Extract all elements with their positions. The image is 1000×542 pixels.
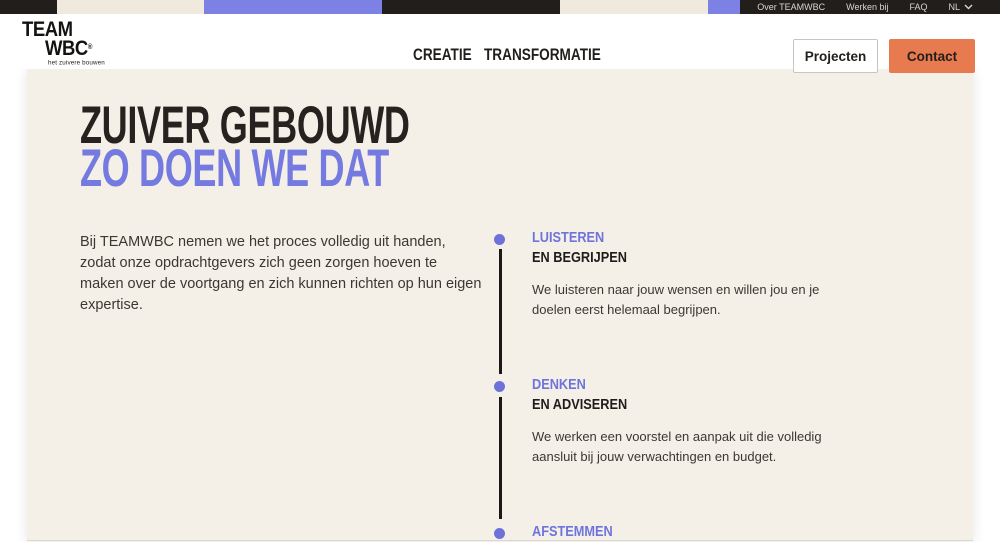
topbar-segment-purple [708, 0, 740, 14]
hero-title-line2: ZO DOEN WE DAT [80, 139, 389, 198]
site-header [0, 14, 1000, 69]
timeline-step-afstemmen [532, 522, 852, 542]
timeline-dot-3 [494, 528, 505, 539]
timeline-connector-2 [499, 397, 502, 519]
logo-text-team: TEAM [22, 18, 73, 41]
topbar-links [740, 0, 1000, 14]
language-label: NL [948, 2, 960, 12]
topbar-link-faq[interactable]: FAQ [909, 2, 928, 12]
teamwbc-logo[interactable] [22, 20, 121, 68]
topbar-segment-dark [0, 0, 57, 14]
topbar-segment-purple [204, 0, 382, 14]
timeline-step-denken [532, 375, 852, 466]
hero-title-line1: ZUIVER GEBOUWD [80, 96, 410, 155]
logo-tagline: het zuivere bouwen [48, 59, 105, 67]
registered-mark: ® [87, 44, 92, 51]
timeline-dot-2 [494, 381, 505, 392]
timeline-step-luisteren [532, 228, 852, 319]
timeline-dot-1 [494, 234, 505, 245]
topbar-segment-cream [57, 0, 204, 14]
chevron-down-icon [964, 4, 973, 10]
logo-text-wbc: WBC® [45, 37, 92, 60]
step-title-line1: LUISTEREN [532, 229, 605, 246]
step-title-line2: EN ADVISEREN [532, 395, 628, 413]
step-title-line2: EN BEGRIJPEN [532, 248, 627, 266]
contact-button[interactable]: Contact [889, 39, 975, 73]
step-body: We werken een voorstel en aanpak uit die volledig aansluit bij jouw verwachtingen en budget. [532, 429, 822, 464]
step-title-line1: DENKEN [532, 376, 586, 393]
language-switcher[interactable] [948, 0, 973, 14]
topbar-segment-cream [560, 0, 708, 14]
hero-intro-paragraph: Bij TEAMWBC nemen we het proces volledig uit handen, zodat onze opdrachtgevers zich geen zorgen hoeven te maken over de voortgang en zich kunnen richten op hun eigen expertise. [80, 234, 482, 313]
topbar-link-werken-bij[interactable]: Werken bij [846, 2, 889, 12]
step-title-line1: AFSTEMMEN [532, 523, 613, 540]
topbar-link-over-teamwbc[interactable]: Over TEAMWBC [757, 2, 826, 12]
projects-button[interactable]: Projecten [793, 39, 878, 73]
nav-item-creatie[interactable]: CREATIE [413, 45, 472, 64]
top-utility-bar [0, 0, 1000, 14]
topbar-segment-dark [382, 0, 560, 14]
timeline-connector-1 [499, 249, 502, 374]
step-body: We luisteren naar jouw wensen en willen jou en je doelen eerst helemaal begrijpen. [532, 282, 820, 317]
nav-item-transformatie[interactable]: TRANSFORMATIE [484, 45, 601, 64]
